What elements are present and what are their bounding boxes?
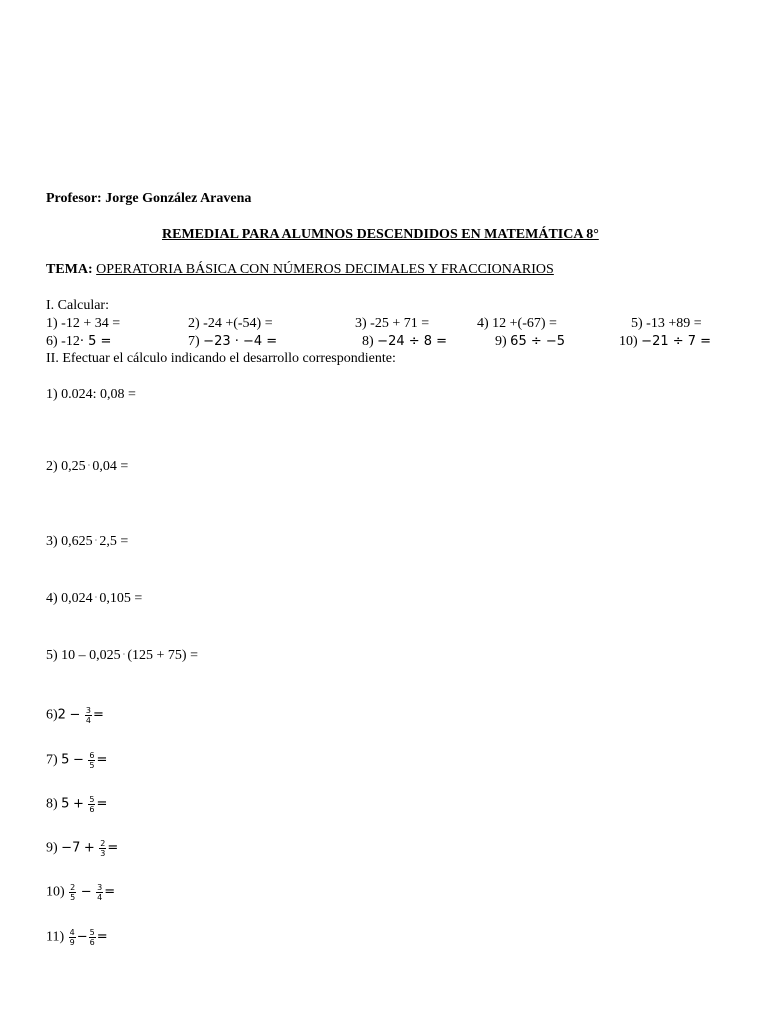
fraction-exercise-label: 8) xyxy=(46,796,62,812)
exercise-6-label: 6) -12 xyxy=(46,334,80,349)
multiply-dot: · xyxy=(87,461,91,470)
fraction-exercise-6 xyxy=(46,706,104,725)
operator: − xyxy=(80,884,92,900)
decimal-exercise-4 xyxy=(46,590,142,607)
decimal-exercise-2-pre: 2) 0,25 xyxy=(46,459,86,474)
exercise-6-expr: · 5 = xyxy=(79,334,112,349)
numerator: 6 xyxy=(89,751,95,760)
numerator: 3 xyxy=(85,706,91,715)
exercise-3: 3) -25 + 71 = xyxy=(355,316,430,331)
numerator: 2 xyxy=(70,883,76,892)
denominator: 3 xyxy=(100,849,106,858)
decimal-exercise-2 xyxy=(46,458,128,475)
decimal-exercise-4-post: 0,105 = xyxy=(99,591,143,606)
exercise-8-expr: −24 ÷ 8 = xyxy=(377,334,448,349)
exercise-8-label: 8) xyxy=(362,334,378,349)
exercise-7-label: 7) xyxy=(188,334,204,349)
tema-line xyxy=(46,262,554,278)
equals-sign: = xyxy=(104,884,116,900)
operator: + xyxy=(72,796,84,812)
exercise-7-expr: −23 · −4 = xyxy=(203,334,278,349)
numerator: 5 xyxy=(89,928,95,937)
operator: − xyxy=(69,707,81,723)
fraction xyxy=(69,928,76,947)
document-title: REMEDIAL PARA ALUMNOS DESCENDIDOS EN MATEMÁTICA 8° xyxy=(162,227,599,242)
numerator: 4 xyxy=(69,928,75,937)
denominator: 6 xyxy=(89,805,95,814)
multiply-dot: · xyxy=(94,536,98,545)
denominator: 5 xyxy=(70,893,76,902)
fraction xyxy=(99,839,106,858)
fraction xyxy=(85,706,92,725)
whole-number: 5 xyxy=(61,752,70,768)
exercise-7 xyxy=(188,334,277,350)
exercise-2: 2) -24 +(-54) = xyxy=(188,316,273,331)
whole-number: 5 xyxy=(61,796,70,812)
exercise-10-expr: −21 ÷ 7 = xyxy=(641,334,712,349)
multiply-dot: · xyxy=(94,593,98,602)
operator: − xyxy=(76,929,88,945)
fraction-exercise-label: 7) xyxy=(46,752,62,768)
numerator: 5 xyxy=(89,795,95,804)
fraction xyxy=(88,751,95,770)
tema-value: OPERATORIA BÁSICA CON NÚMEROS DECIMALES Y FRACCIONARIOS xyxy=(96,262,554,277)
denominator: 4 xyxy=(97,893,103,902)
decimal-exercise-1-text: 1) 0.024: 0,08 = xyxy=(46,387,136,402)
fraction-exercise-label: 11) xyxy=(46,929,68,945)
exercise-9 xyxy=(495,334,565,350)
decimal-exercise-1 xyxy=(46,387,136,403)
exercise-10 xyxy=(619,334,711,350)
exercise-10-label: 10) xyxy=(619,334,642,349)
denominator: 5 xyxy=(89,761,95,770)
fraction xyxy=(96,883,103,902)
exercise-9-expr: 65 ÷ −5 xyxy=(510,334,566,349)
tema-label: TEMA: xyxy=(46,262,93,277)
whole-number: −7 xyxy=(61,840,81,856)
fraction-exercise-label: 6) xyxy=(46,707,58,723)
exercise-4: 4) 12 +(-67) = xyxy=(477,316,557,331)
equals-sign: = xyxy=(96,752,108,768)
decimal-exercise-3 xyxy=(46,533,128,550)
exercise-5: 5) -13 +89 = xyxy=(631,316,702,331)
equals-sign: = xyxy=(107,840,119,856)
section1-heading: I. Calcular: xyxy=(46,298,109,313)
numerator: 2 xyxy=(100,839,106,848)
fraction-exercise-9 xyxy=(46,839,118,858)
fraction xyxy=(88,795,95,814)
section2-heading: II. Efectuar el cálculo indicando el desarrollo correspondiente: xyxy=(46,351,396,366)
decimal-exercise-5-post: (125 + 75) = xyxy=(127,648,198,663)
multiply-dot: · xyxy=(122,650,126,659)
operator: + xyxy=(83,840,95,856)
denominator: 6 xyxy=(89,938,95,947)
operator: − xyxy=(72,752,84,768)
fraction xyxy=(69,883,76,902)
numerator: 3 xyxy=(97,883,103,892)
teacher-name: Profesor: Jorge González Aravena xyxy=(46,191,252,206)
exercise-9-label: 9) xyxy=(495,334,511,349)
decimal-exercise-5-pre: 5) 10 – 0,025 xyxy=(46,648,121,663)
fraction-exercise-8 xyxy=(46,795,107,814)
fraction-exercise-7 xyxy=(46,751,107,770)
decimal-exercise-3-pre: 3) 0,625 xyxy=(46,534,93,549)
fraction-exercise-11 xyxy=(46,928,108,947)
equals-sign: = xyxy=(96,796,108,812)
decimal-exercise-3-post: 2,5 = xyxy=(99,534,129,549)
decimal-exercise-5 xyxy=(46,647,198,664)
fraction xyxy=(89,928,96,947)
exercise-1: 1) -12 + 34 = xyxy=(46,316,121,331)
decimal-exercise-2-post: 0,04 = xyxy=(92,459,129,474)
fraction-exercise-label: 9) xyxy=(46,840,62,856)
fraction-exercise-10 xyxy=(46,883,115,902)
denominator: 9 xyxy=(69,938,75,947)
exercise-6 xyxy=(46,334,111,350)
whole-number: 2 xyxy=(57,707,66,723)
equals-sign: = xyxy=(92,707,104,723)
decimal-exercise-4-pre: 4) 0,024 xyxy=(46,591,93,606)
fraction-exercise-label: 10) xyxy=(46,884,69,900)
exercise-8 xyxy=(362,334,447,350)
equals-sign: = xyxy=(96,929,108,945)
denominator: 4 xyxy=(85,716,91,725)
